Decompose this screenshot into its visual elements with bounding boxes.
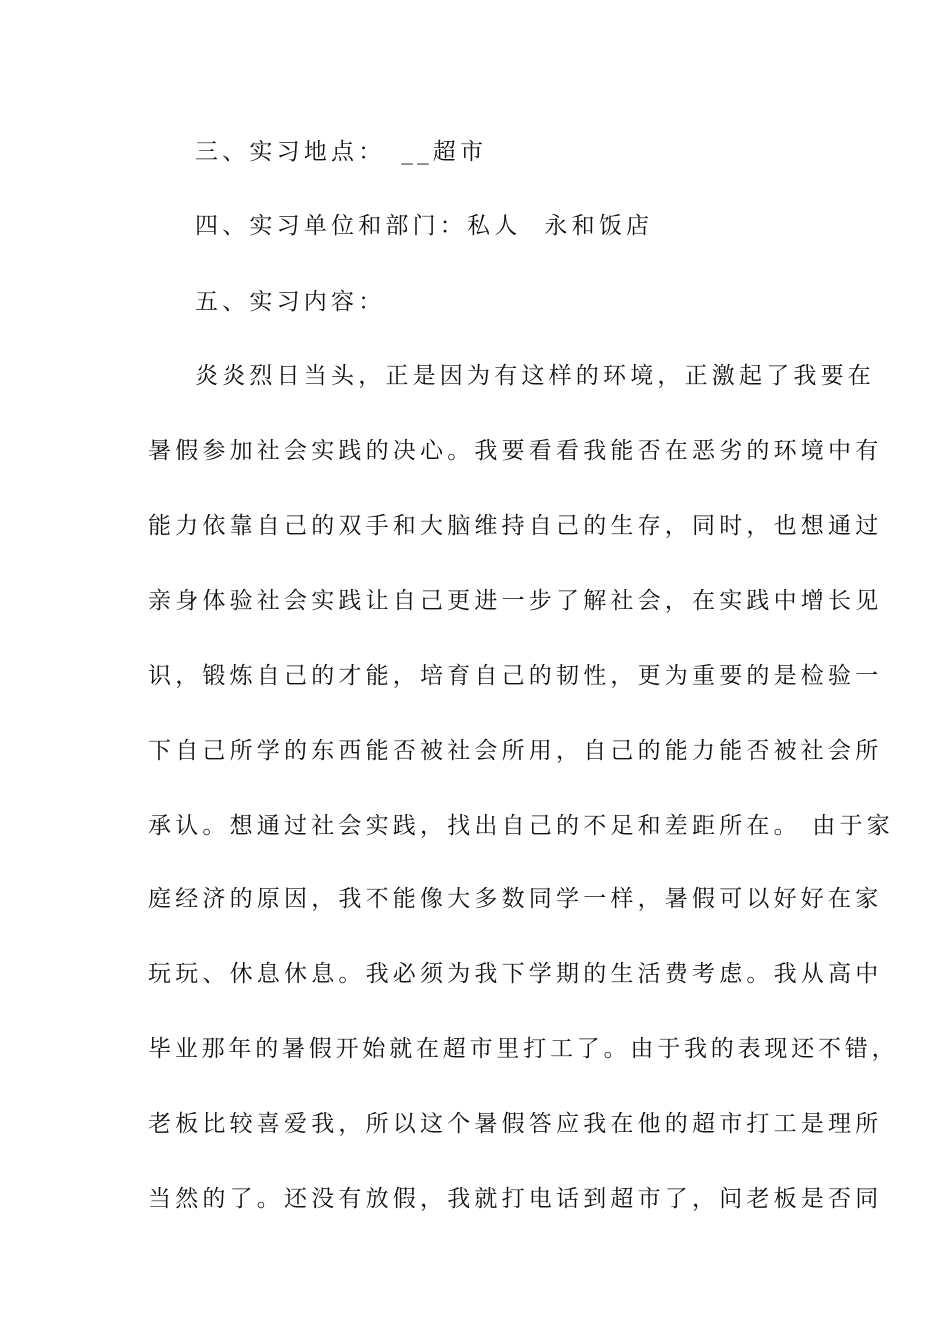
item-label: 三、实习地点： [195,139,386,165]
paragraph-line: 庭经济的原因，我不能像大多数同学一样，暑假可以好好在家 [148,886,883,912]
item-internship-location [195,132,875,172]
paragraph-line: 毕业那年的暑假开始就在超市里打工了。由于我的表现还不错， [148,1036,899,1062]
paragraph-line: 炎炎烈日当头，正是因为有这样的环境，正激起了我要在 [195,363,875,389]
item-internship-unit [195,206,875,246]
item-internship-content [195,282,875,322]
paragraph-line: 下自己所学的东西能否被社会所用，自己的能力能否被社会所 [148,738,883,764]
item-label: 四、实习单位和部门： [195,213,467,239]
paragraph-line: 亲身体验社会实践让自己更进一步了解社会，在实践中增长见 [148,588,883,614]
paragraph-line: 承认。想通过社会实践，找出自己的不足和差距所在。 由于家 [148,813,894,839]
paragraph-line: 当然的了。还没有放假，我就打电话到超市了，问老板是否同 [148,1186,883,1212]
paragraph-line: 暑假参加社会实践的决心。我要看看我能否在恶劣的环境中有 [148,438,883,464]
paragraph-line: 玩玩、休息休息。我必须为我下学期的生活费考虑。我从高中 [148,961,883,987]
item-value: __超市 [401,139,488,165]
item-label: 五、实习内容： [195,289,386,315]
paragraph-line: 能力依靠自己的双手和大脑维持自己的生存，同时，也想通过 [148,513,883,539]
paragraph-line: 老板比较喜爱我，所以这个暑假答应我在他的超市打工是理所 [148,1111,883,1137]
paragraph-line: 识，锻炼自己的才能，培育自己的韧性，更为重要的是检验一 [148,663,883,689]
item-value: 私人 永和饭店 [467,213,654,239]
